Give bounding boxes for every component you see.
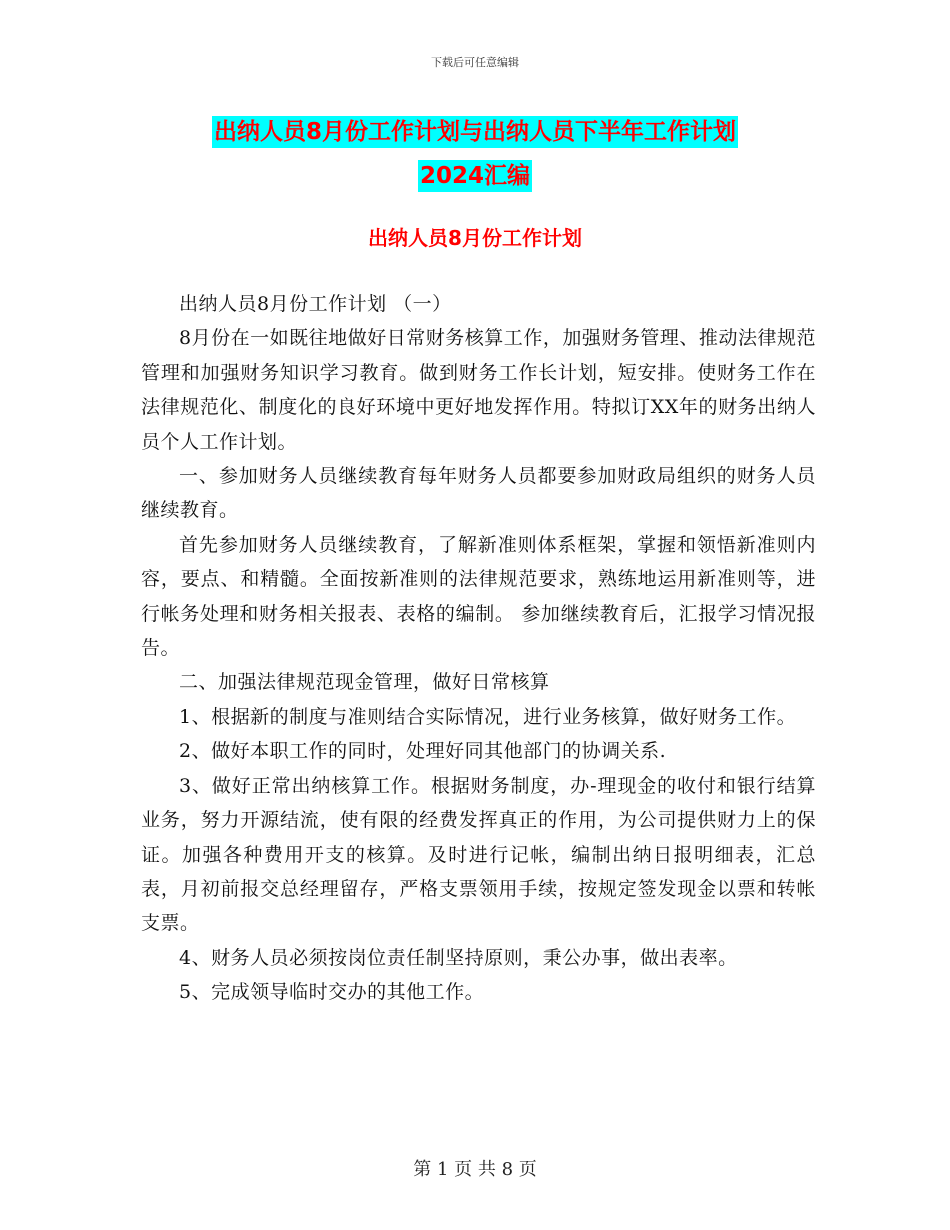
paragraph: 2、做好本职工作的同时，处理好同其他部门的协调关系. bbox=[179, 740, 667, 763]
header-note: 下载后可任意编辑 bbox=[431, 56, 519, 69]
paragraph: 一、参加财务人员继续教育每年财务人员都要参加财政局组织的财务人员继续教育。 bbox=[141, 465, 816, 522]
paragraph: 出纳人员8月份工作计划 （一） bbox=[179, 293, 452, 315]
paragraph: 3、做好正常出纳核算工作。根据财务制度，办-理现金的收付和银行结算业务，努力开源结流，使有限的经费发挥真正的作用，为公司提供财力上的保证。加强各种费用开支的核算。及时进行记帐，编制出纳日报明细表，汇总表，月初前报交总经理留存，严格支票领用手续，按规定签发现金以票和转帐支票。 bbox=[141, 774, 816, 935]
title-line-2: 2024汇编 bbox=[418, 160, 532, 192]
paragraph: 5、完成领导临时交办的其他工作。 bbox=[179, 981, 485, 1004]
paragraph: 1、根据新的制度与准则结合实际情况，进行业务核算，做好财务工作。 bbox=[179, 705, 797, 728]
page-footer: 第 1 页 共 8 页 bbox=[413, 1159, 537, 1180]
section-title: 出纳人员8月份工作计划 bbox=[368, 226, 582, 250]
paragraph: 二、加强法律规范现金管理，做好日常核算 bbox=[179, 671, 550, 694]
paragraph: 4、财务人员必须按岗位责任制坚持原则，秉公办事，做出表率。 bbox=[179, 946, 738, 969]
document-title bbox=[0, 110, 950, 198]
title-line-1: 出纳人员8月份工作计划与出纳人员下半年工作计划 bbox=[212, 116, 738, 148]
document-body bbox=[141, 287, 816, 1010]
paragraph: 首先参加财务人员继续教育，了解新准则体系框架，掌握和领悟新准则内容，要点、和精髓。全面按新准则的法律规范要求，熟练地运用新准则等，进行帐务处理和财务相关报表、表格的编制。 参加继续教育后，汇报学习情况报告。 bbox=[141, 533, 816, 660]
paragraph: 8月份在一如既往地做好日常财务核算工作，加强财务管理、推动法律规范管理和加强财务知识学习教育。做到财务工作长计划，短安排。使财务工作在法律规范化、制度化的良好环境中更好地发挥作用。特拟订XX年的财务出纳人员个人工作计划。 bbox=[141, 327, 816, 453]
